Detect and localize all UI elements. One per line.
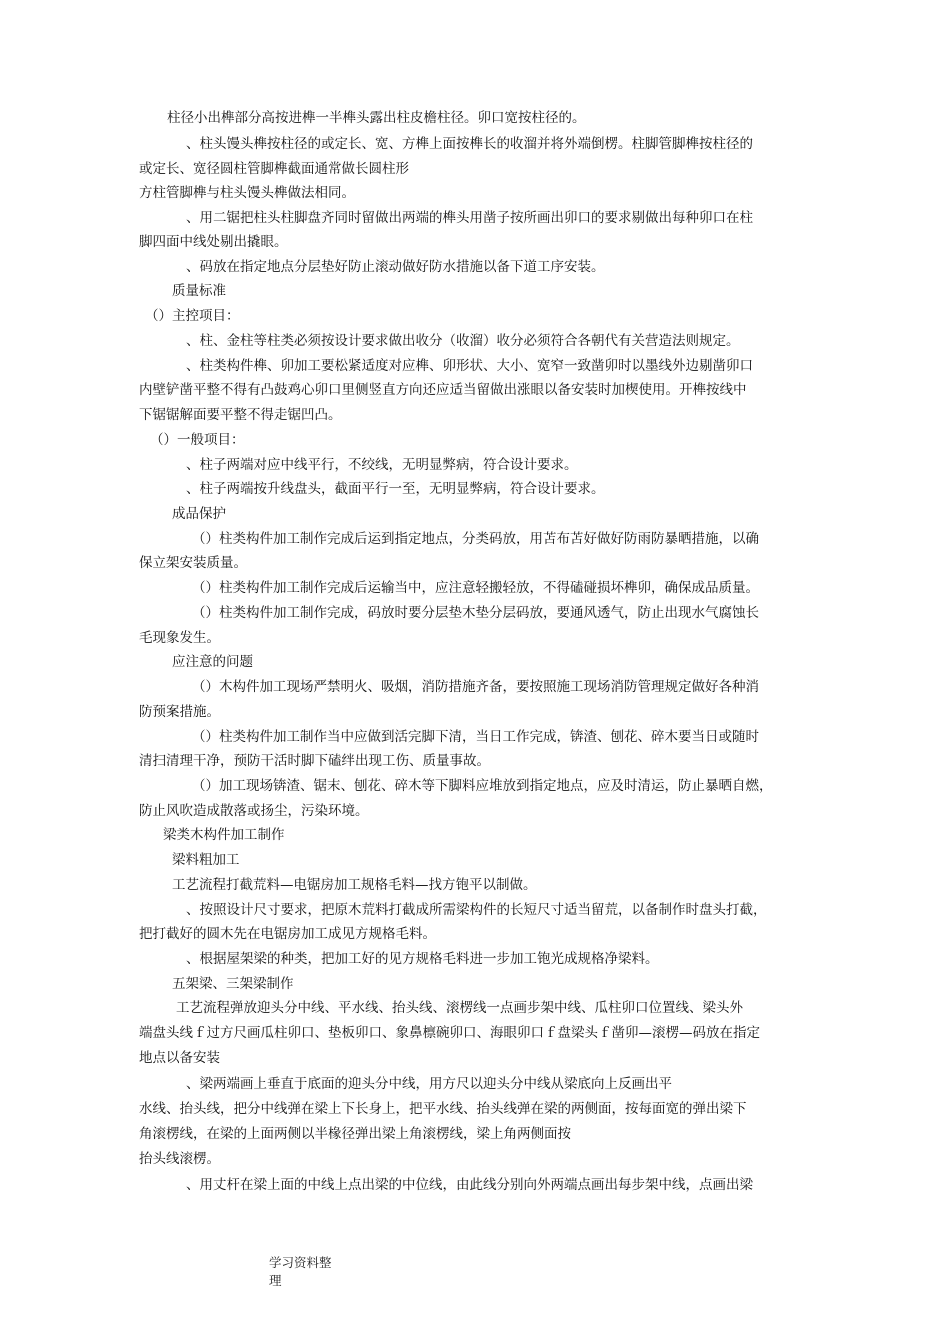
section-heading: 质量标准: [172, 283, 226, 299]
section-heading: 梁类木构件加工制作: [163, 827, 285, 843]
text-line: 、柱类构件榫、卯加工要松紧适度对应榫、卯形状、大小、宽窄一致凿卯时以墨线外边剔凿卯口: [186, 358, 753, 374]
text-line: 或定长、宽径圆柱管脚榫截面通常做长圆柱形: [139, 161, 409, 177]
text-line: 、柱子两端对应中线平行，不绞线，无明显弊病，符合设计要求。: [186, 457, 578, 473]
text-line: 、用二锯把柱头柱脚盘齐同时留做出两端的榫头用凿子按所画出卯口的要求剔做出每种卯口在柱: [186, 210, 753, 226]
text-line: 防止风吹造成散落或扬尘，污染环境。: [139, 803, 369, 819]
text-line: （）木构件加工现场严禁明火、吸烟，消防措施齐备，要按照施工现场消防管理规定做好各种消: [192, 679, 759, 695]
text-line: 端盘头线ｆ过方尺画瓜柱卯口、垫板卯口、象鼻檩碗卯口、海眼卯口ｆ盘梁头ｆ凿卯—滚楞—码放在指定: [139, 1025, 760, 1041]
section-heading: 应注意的问题: [172, 654, 253, 670]
text-line: （）柱类构件加工制作完成后运到指定地点，分类码放，用苫布苫好做好防雨防暴晒措施，以确: [192, 531, 759, 547]
text-line: 、按照设计尺寸要求，把原木荒料打截成所需梁构件的长短尺寸适当留荒，以备制作时盘头打截，: [186, 902, 767, 918]
subsection-heading: （）一般项目：: [150, 432, 245, 448]
text-line: 下锯锯解面要平整不得走锯凹凸。: [139, 407, 342, 423]
text-line: 、柱子两端按升线盘头，截面平行一至，无明显弊病，符合设计要求。: [186, 481, 605, 497]
section-heading: 梁料粗加工: [172, 852, 240, 868]
text-line: 方柱管脚榫与柱头馒头榫做法相同。: [139, 185, 355, 201]
text-line: 工艺流程打截荒料—电锯房加工规格毛料—找方铇平以制做。: [172, 877, 537, 893]
text-line: 地点以备安装: [139, 1050, 220, 1066]
text-line: 把打截好的圆木先在电锯房加工成见方规格毛料。: [139, 926, 436, 942]
text-line: （）柱类构件加工制作完成后运输当中，应注意轻搬轻放，不得磕碰损坏榫卯，确保成品质量。: [192, 580, 759, 596]
footer-text: 学习资料整: [269, 1255, 332, 1270]
text-line: 、梁两端画上垂直于底面的迎头分中线，用方尺以迎头分中线从梁底向上反画出平: [186, 1076, 672, 1092]
section-heading: 成品保护: [172, 506, 226, 522]
text-line: 毛现象发生。: [139, 630, 220, 646]
text-line: 清扫清理干净，预防干活时脚下磕绊出现工伤、质量事故。: [139, 753, 490, 769]
text-line: 防预案措施。: [139, 704, 220, 720]
footer-text: 理: [269, 1273, 282, 1288]
text-line: 、用丈杆在梁上面的中线上点出梁的中位线，由此线分别向外两端点画出每步架中线，点画出梁: [186, 1177, 753, 1193]
text-line: 脚四面中线处剔出撬眼。: [139, 234, 288, 250]
text-line: 、根据屋架梁的种类，把加工好的见方规格毛料进一步加工铇光成规格净梁料。: [186, 951, 659, 967]
text-line: 、柱、金柱等柱类必须按设计要求做出收分（收溜）收分必须符合各朝代有关营造法则规定。: [186, 333, 740, 349]
text-line: 柱径小出榫部分高按进榫一半榫头露出柱皮檐柱径。卯口宽按柱径的。: [167, 110, 586, 126]
text-line: （）柱类构件加工制作完成，码放时要分层垫木垫分层码放，要通风透气，防止出现水气腐蚀长: [192, 605, 759, 621]
section-heading: 五架梁、三架梁制作: [172, 976, 294, 992]
text-line: 水线、抬头线，把分中线弹在梁上下长身上，把平水线、抬头线弹在梁的两侧面，按每面宽的弹出梁下: [139, 1101, 747, 1117]
text-line: 抬头线滚楞。: [139, 1151, 220, 1167]
text-line: 内壁铲凿平整不得有凸鼓鸡心卯口里侧竖直方向还应适当留做出涨眼以备安装时加楔使用。开榫按线中: [139, 382, 747, 398]
text-line: 、码放在指定地点分层垫好防止滚动做好防水措施以备下道工序安装。: [186, 259, 605, 275]
text-line: 保立架安装质量。: [139, 555, 247, 571]
text-line: （）柱类构件加工制作当中应做到活完脚下清，当日工作完成，锛渣、刨花、碎木要当日或随时: [192, 729, 759, 745]
text-line: 工艺流程弹放迎头分中线、平水线、抬头线、滚楞线一点画步架中线、瓜柱卯口位置线、梁头外: [176, 1000, 743, 1016]
text-line: （）加工现场锛渣、锯末、刨花、碎木等下脚料应堆放到指定地点，应及时清运，防止暴晒自燃，: [192, 778, 773, 794]
text-line: 角滚楞线，在梁的上面两侧以半椽径弹出梁上角滚楞线，梁上角两侧面按: [139, 1126, 571, 1142]
subsection-heading: （）主控项目：: [145, 308, 240, 324]
text-line: 、柱头馒头榫按柱径的或定长、宽、方榫上面按榫长的收溜并将外端倒楞。柱脚管脚榫按柱径的: [186, 136, 753, 152]
